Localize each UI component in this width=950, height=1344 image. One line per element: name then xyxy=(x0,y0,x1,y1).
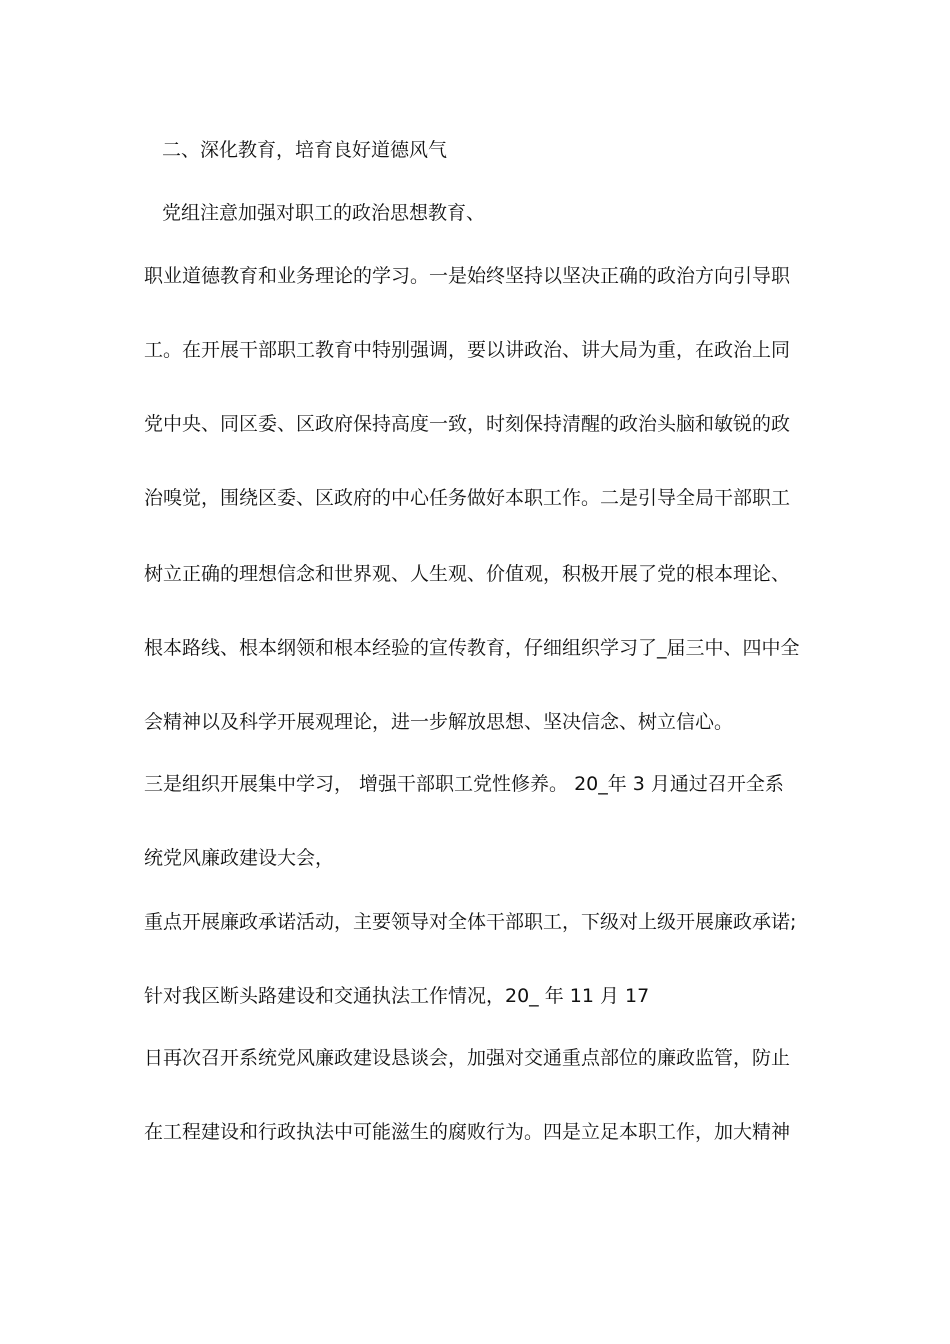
paragraph-line: 根本路线、根本纲领和根本经验的宣传教育，仔细组织学习了_届三中、四中全 xyxy=(144,637,800,659)
paragraph-line: 在工程建设和行政执法中可能滋生的腐败行为。四是立足本职工作，加大精神 xyxy=(144,1121,791,1143)
paragraph-line: 党组注意加强对职工的政治思想教育、 xyxy=(162,202,486,224)
paragraph-line: 统党风廉政建设大会， xyxy=(144,847,335,869)
paragraph-line: 职业道德教育和业务理论的学习。一是始终坚持以坚决正确的政治方向引导职 xyxy=(144,265,791,287)
section-heading: 二、深化教育，培育良好道德风气 xyxy=(162,139,448,161)
paragraph-line: 三是组织开展集中学习， 增强干部职工党性修养。 20_年 3 月通过召开全系 xyxy=(144,773,784,795)
paragraph-line: 重点开展廉政承诺活动，主要领导对全体干部职工，下级对上级开展廉政承诺; xyxy=(144,911,797,933)
paragraph-line: 党中央、同区委、区政府保持高度一致，时刻保持清醒的政治头脑和敏锐的政 xyxy=(144,413,791,435)
paragraph-line: 针对我区断头路建设和交通执法工作情况，20_ 年 11 月 17 xyxy=(144,985,650,1007)
paragraph-line: 树立正确的理想信念和世界观、人生观、价值观，积极开展了党的根本理论、 xyxy=(144,563,791,585)
paragraph-line: 治嗅觉，围绕区委、区政府的中心任务做好本职工作。二是引导全局干部职工 xyxy=(144,487,791,509)
paragraph-line: 工。在开展干部职工教育中特别强调，要以讲政治、讲大局为重，在政治上同 xyxy=(144,339,791,361)
paragraph-line: 日再次召开系统党风廉政建设恳谈会，加强对交通重点部位的廉政监管，防止 xyxy=(144,1047,791,1069)
paragraph-line: 会精神以及科学开展观理论，进一步解放思想、坚决信念、树立信心。 xyxy=(144,711,734,733)
